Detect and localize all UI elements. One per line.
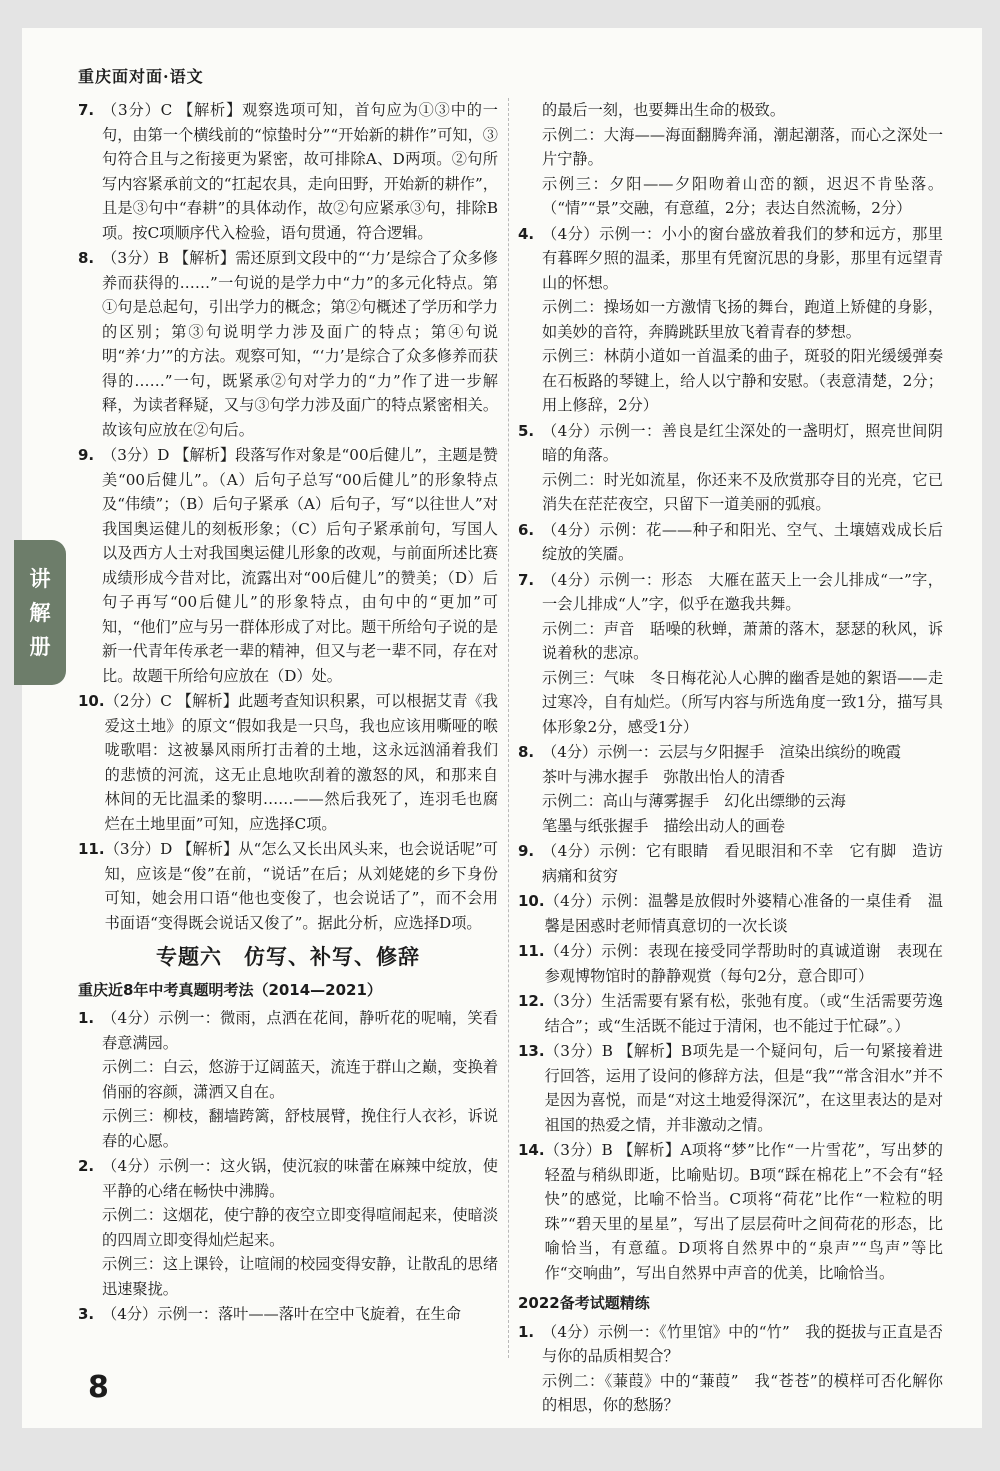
answer-line: 示例三：柳枝，翻墙跨篱，舒枝展臂，挽住行人衣衫，诉说春的心愿。 — [102, 1107, 498, 1150]
answer-line: 示例二：时光如流星，你还来不及欣赏那夺目的光亮，它已消失在茫茫夜空，只留下一道美丽的弧痕。 — [542, 470, 943, 513]
answer-line: （4分）示例一：微雨，点洒在花间，静听花的呢喃，笑看春意满园。 — [102, 1009, 498, 1052]
side-tab — [14, 540, 66, 685]
item-number: 5. — [518, 421, 535, 440]
section-subheading: 2022备考试题精练 — [518, 1294, 650, 1312]
item-number: 8. — [78, 249, 95, 267]
item-number: 11. — [518, 942, 545, 960]
answer-line: （4分）示例一：《竹里馆》中的“竹” 我的挺拔与正直是否与你的品质相契合？ — [542, 1322, 943, 1365]
answer-item — [78, 1154, 498, 1301]
item-number: 1. — [78, 1009, 95, 1027]
answer-line: （4分）示例一：小小的窗台盛放着我们的梦和远方，那里有暮晖夕照的温柔，那里有凭窗沉思的身影，那里有远望青山的怀想。 — [542, 224, 943, 292]
answer-continuation — [518, 98, 943, 221]
answer-item — [518, 740, 943, 838]
answer-text: （2分）C 【解析】此题考查知识积累，可以根据艾青《我爱这土地》的原文“假如我是一只鸟，我也应该用嘶哑的喉咙歌唱：这被暴风雨所打击着的土地，这永远汹涌着我们的悲愤的河流，这无止息地吹刮着的激怒的风，和那来自林间的无比温柔的黎明……——然后我死了，连羽毛也腐烂在土地里面”可知，应选择C项。 — [104, 692, 498, 833]
answer-item — [518, 1320, 943, 1418]
answer-item — [78, 689, 498, 836]
answer-line: （4分）示例一：善良是红尘深处的一盏明灯，照亮世间阴暗的角落。 — [542, 421, 943, 464]
side-tab-char-3: 册 — [29, 634, 51, 659]
left-column — [78, 98, 498, 1328]
column-divider — [508, 98, 509, 1358]
answer-line: （3分）生活需要有紧有松，张弛有度。（或“生活需要劳逸结合”；或“生活既不能过于清闲，也不能过于忙碌”。） — [544, 992, 943, 1035]
answer-line: （4分）示例一：形态 大雁在蓝天上一会儿排成“一”字，一会儿排成“人”字，似乎在邀我共舞。 — [542, 570, 943, 613]
item-number: 9. — [78, 446, 95, 464]
answer-line: （4分）示例一：落叶——落叶在空中飞旋着，在生命 — [102, 1305, 461, 1323]
answer-line: （4分）示例一：云层与夕阳握手 渲染出缤纷的晚霞 — [542, 743, 901, 761]
answer-line: 示例二：高山与薄雾握手 幻化出缥缈的云海 — [542, 792, 846, 810]
item-number: 1. — [518, 1322, 535, 1341]
side-tab-char-1: 讲 — [29, 566, 51, 591]
section-subheading: 重庆近8年中考真题明考法（2014—2021） — [78, 980, 382, 999]
answer-line: 示例三：这上课铃，让喧闹的校园变得安静，让散乱的思绪迅速聚拢。 — [102, 1255, 498, 1298]
answer-line: 示例二：白云，悠游于辽阔蓝天，流连于群山之巅，变换着俏丽的容颜，潇洒又自在。 — [102, 1058, 498, 1101]
item-number: 13. — [518, 1042, 545, 1060]
answer-item — [78, 1006, 498, 1153]
answer-item — [518, 989, 943, 1038]
section-title: 专题六 仿写、补写、修辞 — [156, 945, 420, 969]
answer-text: （3分）B 【解析】需还原到文段中的“‘力’是综合了众多修养而获得的……”一句说的是学力中“力”的多元化特点。第①句是总起句，引出学力的概念；第②句概述了学历和学力的区别；第③句说明学力涉及面广的特点；第④句说明“养‘力’”的方法。观察可知，“‘力’是综合了众多修养而获得的……”一句，既紧承②句对学力的“力”作了进一步解释，为读者释疑，又与③句学力涉及面广的特点紧密相关。故该句应放在②句后。 — [102, 249, 498, 439]
answer-line: 示例二：《蒹葭》中的“蒹葭” 我“苍苍”的模样可否化解你的相思，你的愁肠？ — [542, 1371, 943, 1414]
answer-item — [518, 1039, 943, 1137]
answer-line: 示例二：大海——海面翻腾奔涌，潮起潮落，而心之深处一片宁静。 — [542, 125, 943, 168]
right-column — [518, 98, 943, 1419]
answer-item — [518, 568, 943, 740]
answer-line: 示例二：这烟花，使宁静的夜空立即变得喧闹起来，使暗淡的四周立即变得灿烂起来。 — [102, 1206, 498, 1249]
answer-item — [78, 1302, 498, 1327]
item-number: 6. — [518, 520, 535, 539]
answer-line: 示例二：声音 聒噪的秋蝉，萧萧的落木，瑟瑟的秋风，诉说着秋的悲凉。 — [542, 619, 943, 662]
answer-item — [518, 939, 943, 988]
item-number: 7. — [518, 570, 535, 589]
answer-item — [518, 839, 943, 888]
side-tab-char-2: 解 — [29, 600, 51, 625]
answer-item — [78, 443, 498, 688]
item-number: 8. — [518, 743, 535, 761]
answer-line: （3分）B 【解析】B项先是一个疑问句，后一句紧接着进行回答，运用了设问的修辞方法，但是“我”“常含泪水”并不是因为喜悦，而是“对这土地爱得深沉”，在这里表达的是对祖国的热爱之情，并非激动之情。 — [544, 1042, 943, 1134]
item-number: 3. — [78, 1305, 95, 1323]
answer-item — [78, 98, 498, 245]
answer-line: （4分）示例一：这火锅，使沉寂的味蕾在麻辣中绽放，使平静的心绪在畅快中沸腾。 — [102, 1157, 498, 1200]
item-number: 10. — [78, 692, 105, 710]
answer-item — [518, 518, 943, 567]
item-number: 7. — [78, 101, 95, 119]
answer-text: （3分）D 【解析】段落写作对象是“00后健儿”，主题是赞美“00后健儿”。（A）后句子总写“00后健儿”的形象特点及“伟绩”；（B）后句子紧承（A）后句子，写“以往世人”对我国奥运健儿的刻板形象；（C）后句子紧承前句，写国人以及西方人士对我国奥运健儿形象的改观，与前面所述比赛成绩形成今昔对比，流露出对“00后健儿”的赞美；（D）后句子再写“00后健儿”的形象特点，由句中的“更加”可知，“他们”应与另一群体形成了对比。题干所给句子说的是新一代青年传承老一辈的精神，但又与老一辈不同，存在对比。故题干所给句应放在（D）处。 — [102, 446, 498, 685]
item-number: 9. — [518, 842, 535, 860]
item-number: 11. — [78, 840, 105, 858]
answer-line: 示例三：气味 冬日梅花沁人心脾的幽香是她的絮语——走过寒冷，自有灿烂。（所写内容与所选角度一致1分，描写具体形象2分，感受1分） — [542, 668, 943, 736]
answer-line: 示例三：夕阳——夕阳吻着山峦的额，迟迟不肯坠落。（“情”“景”交融，有意蕴，2分；表达自然流畅，2分） — [542, 174, 943, 217]
answer-item — [518, 222, 943, 418]
answer-line: 茶叶与沸水握手 弥散出怡人的清香 — [542, 767, 785, 786]
answer-line: 示例二：操场如一方激情飞扬的舞台，跑道上矫健的身影，如美妙的音符，奔腾跳跃里放飞着青春的梦想。 — [542, 298, 943, 341]
item-number: 2. — [78, 1157, 95, 1175]
answer-line: （4分）示例：它有眼睛 看见眼泪和不幸 它有脚 造访病痛和贫穷 — [542, 842, 943, 885]
item-number: 4. — [518, 224, 535, 243]
answer-line: 示例三：林荫小道如一首温柔的曲子，斑驳的阳光缓缓弹奏在石板路的琴键上，给人以宁静和安慰。（表意清楚，2分；用上修辞，2分） — [542, 347, 943, 414]
answer-line: 笔墨与纸张握手 描绘出动人的画卷 — [542, 816, 785, 835]
page-number: 8 — [88, 1370, 109, 1405]
answer-line: 的最后一刻，也要舞出生命的极致。 — [542, 101, 785, 119]
answer-text: （3分）C 【解析】观察选项可知，首句应为①③中的一句，由第一个横线前的“惊蛰时分”“开始新的耕作”可知，③句符合且与之衔接更为紧密，故可排除A、D两项。②句所写内容紧承前文的“扛起农具，走向田野，开始新的耕作”，且是③句中“春耕”的具体动作，故②句应紧承③句，排除B项。按C项顺序代入检验，语句贯通，符合逻辑。 — [102, 101, 498, 242]
item-number: 14. — [518, 1141, 545, 1159]
answer-item — [78, 246, 498, 442]
item-number: 10. — [518, 892, 545, 910]
item-number: 12. — [518, 992, 545, 1010]
answer-text: （3分）D 【解析】从“怎么又长出风头来，也会说话呢”可知，应该是“俊”在前，“说话”在后；从刘姥姥的乡下身份可知，她会用口语“他也变俊了，也会说话了”，而不会用书面语“变得既会说话又俊了”。据此分析，应选择D项。 — [104, 840, 498, 932]
answer-line: （3分）B 【解析】A项将“梦”比作“一片雪花”，写出梦的轻盈与稍纵即逝，比喻贴切。B项“踩在棉花上”不会有“轻快”的感觉，比喻不恰当。C项将“荷花”比作“一粒粒的明珠”“碧天里的星星”，写出了层层荷叶之间荷花的形态，比喻恰当，有意蕴。D项将自然界中的“泉声”“鸟声”等比作“交响曲”，写出自然界中声音的优美，比喻恰当。 — [544, 1141, 943, 1282]
answer-line: （4分）示例：温馨是放假时外婆精心准备的一桌佳肴 温馨是困惑时老师情真意切的一次长谈 — [544, 892, 943, 935]
answer-line: （4分）示例：花——种子和阳光、空气、土壤嬉戏成长后绽放的笑靥。 — [542, 520, 943, 563]
answer-item — [78, 837, 498, 935]
answer-item — [518, 889, 943, 938]
answer-line: （4分）示例：表现在接受同学帮助时的真诚道谢 表现在参观博物馆时的静静观赏（每句2分，意合即可） — [544, 942, 943, 985]
answer-item — [518, 419, 943, 517]
answer-item — [518, 1138, 943, 1285]
running-header: 重庆面对面·语文 — [78, 67, 204, 86]
